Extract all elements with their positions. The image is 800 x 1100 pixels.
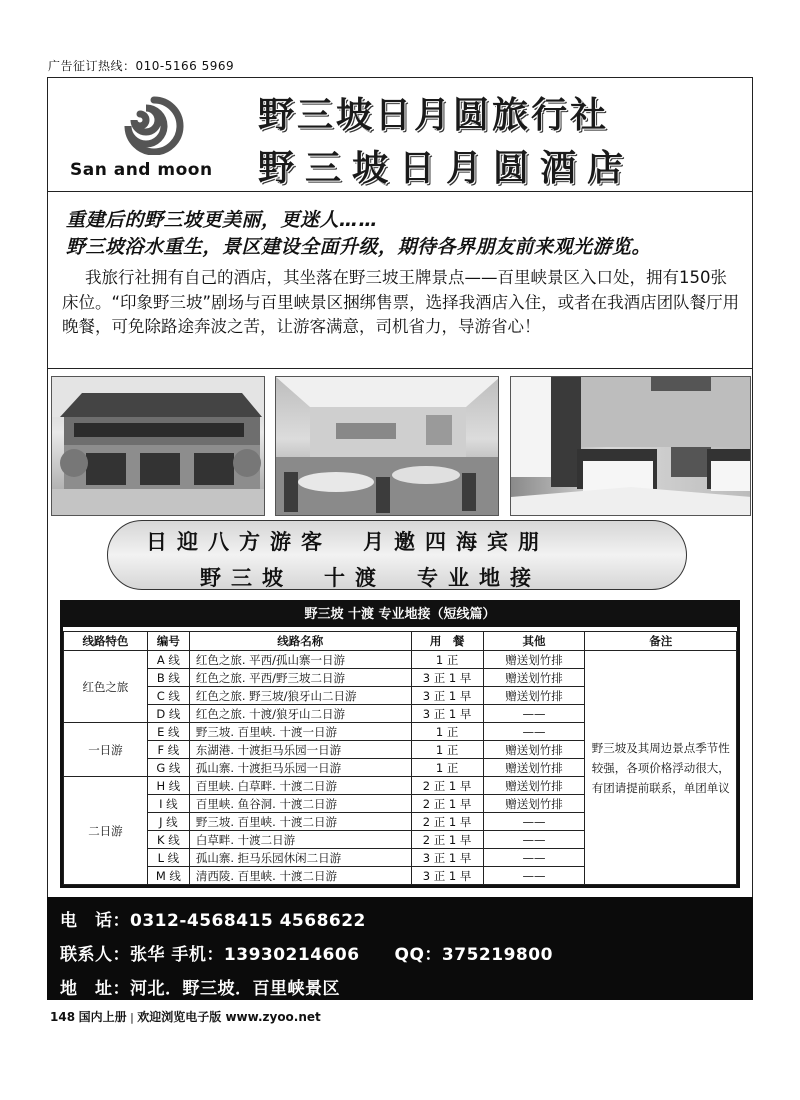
hotel-title: 野三坡日月圆酒店: [258, 148, 635, 189]
footer-section: 国内上册: [78, 1010, 127, 1024]
route-extras: 赠送划竹排: [483, 741, 585, 759]
route-name: 孤山寨. 拒马乐园休闲二日游: [189, 849, 411, 867]
route-meals: 1 正: [411, 651, 483, 669]
route-extras: 赠送划竹排: [483, 669, 585, 687]
route-name: 白草畔. 十渡二日游: [189, 831, 411, 849]
guest-room-photo: [510, 376, 751, 516]
route-extras: ——: [483, 813, 585, 831]
intro-paragraph: [62, 266, 742, 340]
route-note: 野三坡及其周边景点季节性较强，各项价格浮动很大，有团请提前联系，单团单议: [585, 651, 737, 885]
route-name: 东湖港. 十渡拒马乐园一日游: [189, 741, 411, 759]
contact-block: [47, 897, 753, 1000]
route-code: M 线: [147, 867, 189, 885]
route-extras: ——: [483, 723, 585, 741]
banner-line-1: 日迎八方游客 月邀四海宾朋: [146, 529, 549, 554]
slogan-line-2: 野三坡浴水重生，景区建设全面升级，期待各界朋友前来观光游览。: [66, 236, 652, 258]
column-header: 其他: [483, 632, 585, 651]
route-meals: 2 正 1 早: [411, 813, 483, 831]
route-extras: ——: [483, 831, 585, 849]
route-meals: 3 正 1 早: [411, 705, 483, 723]
route-name: 野三坡. 百里峡. 十渡一日游: [189, 723, 411, 741]
intro-text: 我旅行社拥有自己的酒店，其坐落在野三坡王牌景点——百里峡景区入口处，拥有150张床位。“印象野三坡”剧场与百里峡景区捆绑售票，选择我酒店入住，或者在我酒店团队餐厅用晚餐，可免除路途奔波之苦，让游客满意，司机省力，导游省心！: [62, 268, 740, 336]
hotel-exterior-photo: [51, 376, 265, 516]
route-name: 百里峡. 白草畔. 十渡二日游: [189, 777, 411, 795]
page-footer: 148 国内上册 | 欢迎浏览电子版 www.zyoo.net: [50, 1010, 321, 1024]
route-category: 二日游: [64, 777, 148, 885]
route-name: 红色之旅. 十渡/狼牙山二日游: [189, 705, 411, 723]
brand-name: San and moon: [70, 160, 213, 180]
route-code: L 线: [147, 849, 189, 867]
route-code: D 线: [147, 705, 189, 723]
slogan-line-1: 重建后的野三坡更美丽，更迷人……: [66, 209, 379, 231]
column-header: 线路特色: [64, 632, 148, 651]
route-category: 红色之旅: [64, 651, 148, 723]
route-name: 孤山寨. 十渡拒马乐园一日游: [189, 759, 411, 777]
route-name: 野三坡. 百里峡. 十渡二日游: [189, 813, 411, 831]
route-meals: 2 正 1 早: [411, 777, 483, 795]
column-header: 备注: [585, 632, 737, 651]
column-header: 线路名称: [189, 632, 411, 651]
agency-title: 野三坡日月圆旅行社: [258, 95, 610, 136]
route-code: C 线: [147, 687, 189, 705]
route-name: 红色之旅. 野三坡/狼牙山二日游: [189, 687, 411, 705]
route-table: [63, 631, 737, 885]
restaurant-photo: [275, 376, 499, 516]
route-extras: 赠送划竹排: [483, 651, 585, 669]
ad-hotline: 广告征订热线：010-5166 5969: [48, 59, 235, 73]
banner-line-2: 野三坡 十渡 专业地接: [200, 565, 541, 590]
contact-phone: 电 话：0312-4568415 4568622: [60, 911, 366, 931]
route-meals: 2 正 1 早: [411, 831, 483, 849]
route-name: 百里峡. 鱼谷洞. 十渡二日游: [189, 795, 411, 813]
footer-text: 欢迎浏览电子版 www.zyoo.net: [137, 1010, 321, 1024]
route-code: B 线: [147, 669, 189, 687]
route-extras: 赠送划竹排: [483, 687, 585, 705]
route-code: K 线: [147, 831, 189, 849]
route-code: J 线: [147, 813, 189, 831]
route-code: A 线: [147, 651, 189, 669]
route-name: 清西陵. 百里峡. 十渡二日游: [189, 867, 411, 885]
spiral-logo-icon: [95, 85, 185, 155]
column-header: 编号: [147, 632, 189, 651]
route-code: H 线: [147, 777, 189, 795]
route-meals: 1 正: [411, 741, 483, 759]
column-header: 用 餐: [411, 632, 483, 651]
route-meals: 3 正 1 早: [411, 669, 483, 687]
table-header-row: [64, 632, 737, 651]
route-code: F 线: [147, 741, 189, 759]
route-extras: ——: [483, 867, 585, 885]
route-code: E 线: [147, 723, 189, 741]
route-meals: 1 正: [411, 723, 483, 741]
route-name: 红色之旅. 平西/野三坡二日游: [189, 669, 411, 687]
route-category: 一日游: [64, 723, 148, 777]
route-extras: 赠送划竹排: [483, 759, 585, 777]
contact-address: 地 址：河北．野三坡．百里峡景区: [60, 979, 340, 999]
route-name: 红色之旅. 平西/孤山寨一日游: [189, 651, 411, 669]
route-meals: 2 正 1 早: [411, 795, 483, 813]
route-code: I 线: [147, 795, 189, 813]
route-extras: ——: [483, 849, 585, 867]
route-meals: 3 正 1 早: [411, 849, 483, 867]
header-divider: [47, 191, 753, 192]
route-meals: 1 正: [411, 759, 483, 777]
intro-divider: [47, 368, 753, 369]
route-meals: 3 正 1 早: [411, 867, 483, 885]
contact-person: 联系人：张华 手机：13930214606 QQ：375219800: [60, 945, 553, 965]
table-row: [64, 651, 737, 669]
route-extras: ——: [483, 705, 585, 723]
route-extras: 赠送划竹排: [483, 795, 585, 813]
page-number: 148: [50, 1010, 76, 1024]
route-extras: 赠送划竹排: [483, 777, 585, 795]
route-code: G 线: [147, 759, 189, 777]
route-meals: 3 正 1 早: [411, 687, 483, 705]
route-table-caption: 野三坡 十渡 专业地接（短线篇）: [63, 603, 737, 627]
